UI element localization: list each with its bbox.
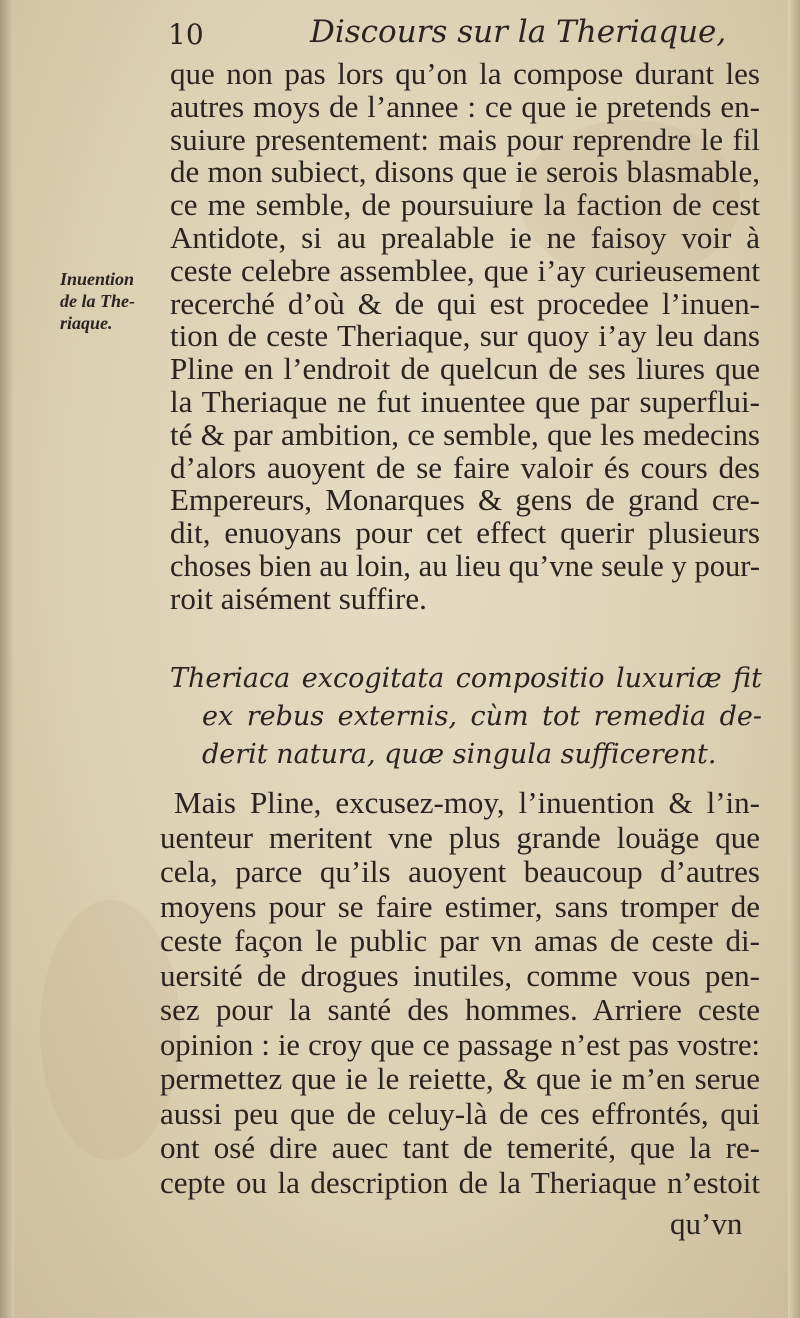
text-line: roit aisément suffire.: [170, 580, 427, 616]
catchword: qu’vn: [670, 1206, 743, 1241]
page-left-edge: [0, 0, 14, 1318]
text-line: permettez que ie le reiette, & que ie m’en serue: [160, 1061, 760, 1096]
running-title: Discours sur la Theriaque,: [310, 14, 727, 50]
text-line: Empereurs, Monarques & gens de grand cre-: [170, 482, 760, 518]
text-line: Pline en l’endroit de quelcun de ses liures que: [170, 351, 760, 387]
margin-note: [60, 268, 165, 334]
text-line: opinion : ie croy que ce passage n’est pas vostre:: [160, 1027, 760, 1062]
text-line: autres moys de l’annee : ce que ie pretends en-: [170, 88, 760, 124]
page-right-edge: [788, 0, 800, 1318]
margin-note-line: de la The-: [60, 291, 135, 311]
text-line: cepte ou la description de la Theriaque n’estoit: [160, 1164, 760, 1200]
text-line: cela, parce qu’ils auoyent beaucoup d’autres: [160, 854, 760, 889]
text-line: dit, enuoyans pour cet effect querir plusieurs: [170, 515, 760, 551]
text-line: Antidote, si au prealable ie ne faisoy voir à: [170, 219, 760, 255]
text-line: uersité de drogues inutiles, comme vous pen-: [160, 957, 760, 993]
text-line: uenteur meritent vne plus grande louäge que: [160, 819, 760, 855]
page-header: [168, 14, 768, 60]
text-line: tion de ceste Theriaque, sur quoy i’ay leu dans: [170, 318, 760, 354]
paper-stain: [40, 900, 180, 1160]
text-line: té & par ambition, ce semble, que les medecins: [170, 416, 760, 452]
latin-quote: [170, 660, 762, 774]
quote-line: ex rebus externis, cùm tot remedia de-: [202, 701, 762, 732]
margin-note-line: riaque.: [60, 313, 113, 333]
text-line: suiure presentement: mais pour reprendre le fil: [170, 121, 760, 157]
quote-line: derit natura, quæ singula sufficerent.: [202, 739, 717, 770]
margin-note-line: Inuention: [60, 269, 135, 289]
paragraph-1: [170, 58, 760, 616]
paragraph-2: [160, 786, 760, 1200]
text-line: de mon subiect, disons que ie serois blasmable,: [170, 154, 760, 190]
text-line: sez pour la santé des hommes. Arriere ceste: [160, 992, 760, 1027]
text-line: ce me semble, de poursuiure la faction de cest: [170, 187, 760, 223]
text-line: d’alors auoyent de se faire valoir és cours des: [170, 449, 760, 485]
quote-line: Theriaca excogitata compositio luxuriæ fit: [170, 663, 762, 694]
text-line: aussi peu que de celuy-là de ces effrontés, qui: [160, 1095, 760, 1131]
text-line: que non pas lors qu’on la compose durant les: [170, 56, 760, 91]
text-line: Mais Pline, excusez-moy, l’inuention & l’in-: [174, 785, 760, 820]
text-line: ceste façon le public par vn amas de ceste di-: [160, 923, 760, 958]
text-line: recerché d’où & de qui est procedee l’inuen-: [170, 285, 760, 321]
text-line: la Theriaque ne fut inuentee que par superflui-: [170, 383, 760, 419]
text-line: ceste celebre assemblee, que i’ay curieusement: [170, 252, 760, 288]
text-line: choses bien au loin, au lieu qu’vne seule y pour-: [170, 548, 760, 583]
text-line: ont osé dire auec tant de temerité, que la re-: [160, 1130, 760, 1165]
text-line: moyens pour se faire estimer, sans tromper de: [160, 888, 760, 924]
page-number: 10: [168, 18, 204, 51]
